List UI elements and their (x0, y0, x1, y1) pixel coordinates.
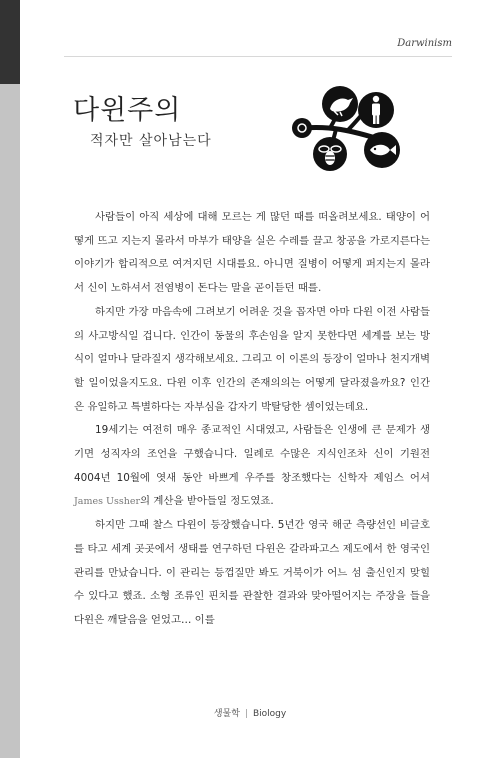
paragraph-2: 하지만 가장 마음속에 그려보기 어려운 것을 꼽자면 아마 다윈 이전 사람들의 사고방식일 겁니다. 인간이 동물의 후손임을 알지 못한다면 세계를 보는 방식이 얼마나 달라질지 생각해보세요. 그리고 이 이론의 등장이 얼마나 천지개벽할 일이었을지도요. 다윈 이후 인간의 존재의의는 어떻게 달라졌을까요? 인간은 유일하고 특별하다는 자부심을 갑자기 박탈당한 셈이었는데요. (74, 305, 430, 413)
page-edge-tab-dark (0, 0, 20, 84)
running-head: Darwinism (397, 38, 452, 49)
footer-section: 생물학 (213, 709, 240, 719)
name-annotation: James Ussher (74, 496, 141, 508)
fish-icon (364, 132, 400, 168)
chapter-title: 다윈주의 (73, 95, 182, 126)
evolution-tree-emblem (290, 82, 402, 182)
person-icon (358, 92, 394, 128)
footer-section-en: Biology (252, 709, 287, 719)
bee-icon (313, 137, 347, 171)
page-edge-tab (0, 0, 20, 758)
paragraph-1: 사람들이 아직 세상에 대해 모르는 게 많던 때를 떠올려보세요. 태양이 어떻게 뜨고 지는지 몰라서 마부가 태양을 실은 수레를 끌고 창공을 가로지른다는 이야기가 합리적으로 여겨지던 시대를요. 아니면 질병이 어떻게 퍼지는지 몰라서 신이 노하셔서 전염병이 돈다는 말을 곧이듣던 때를. (74, 211, 430, 295)
bird-icon (322, 86, 358, 122)
header-rule (64, 56, 452, 57)
paragraph-4: 하지만 그때 찰스 다윈이 등장했습니다. 5년간 영국 해군 측량선인 비글호를 타고 세계 곳곳에서 생태를 연구하던 다윈은 갈라파고스 제도에서 한 영국인 관리를 만났습니다. 이 관리는 등껍질만 봐도 거북이가 어느 섬 출신인지 맞힐 수 있다고 했죠. 소형 조류인 핀치를 관찰한 결과와 맞아떨어지는 주장을 들을 다윈은 깨달음을 얻었고… 이를 (74, 519, 430, 626)
bacteria-icon (292, 118, 312, 138)
page-footer (0, 706, 500, 719)
paragraph-3-text-b: 의 계산을 받아들일 정도였죠. (140, 495, 274, 508)
paragraph-3-text-a: 19세기는 여전히 매우 종교적인 시대였고, 사람들은 인생에 큰 문제가 생기면 성직자의 조언을 구했습니다. 일례로 수많은 지식인조차 신이 기원전 4004년 10월에 엿새 동안 바쁘게 우주를 창조했다는 신학자 제임스 어셔 (74, 424, 430, 484)
body-text (74, 206, 430, 633)
footer-separator: | (244, 709, 248, 719)
chapter-subtitle: 적자만 살아남는다 (90, 133, 212, 149)
paragraph-3 (74, 419, 430, 514)
